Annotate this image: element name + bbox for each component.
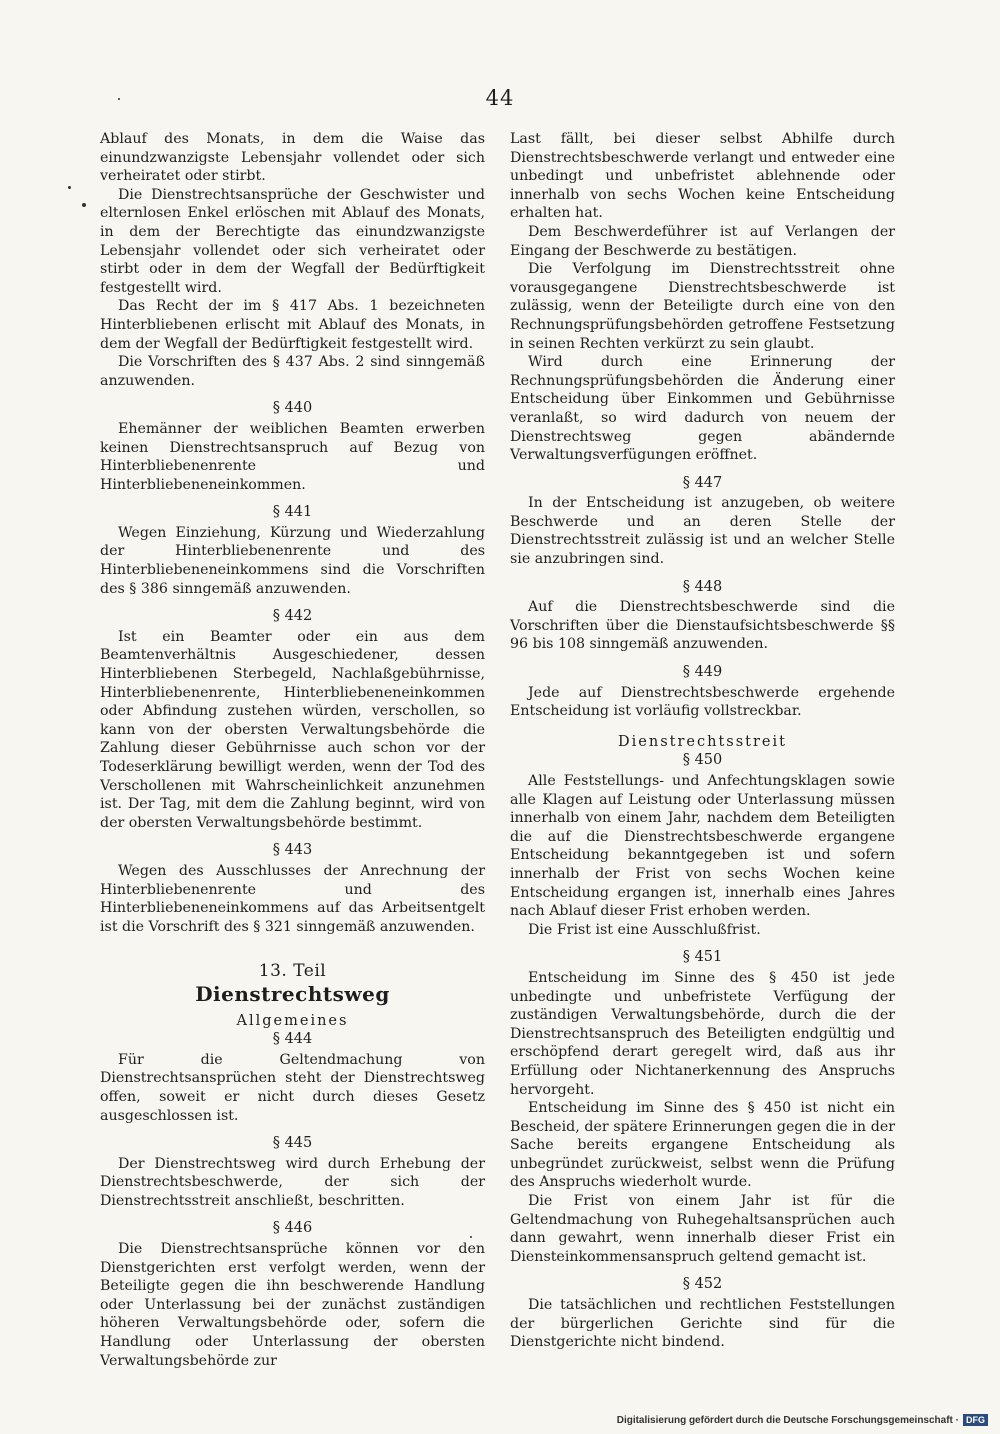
- section-heading-450: § 450: [682, 752, 723, 769]
- paragraph: Die Verfolgung im Dienstrechtsstreit ohne vorausgegangene Dienstrechtsbeschwerde ist zulässig, wenn der Beteiligte durch eine von den Rechnungsprüfungsbehörden getroffene Festsetzung in seinen Rechten verkürzt zu sein glaubt.: [510, 261, 895, 352]
- section-text-444: Für die Geltendmachung von Dienstrechtsansprüchen steht der Dienstrechtsweg offen, soweit er nicht durch dieses Gesetz ausgeschlossen ist.: [100, 1051, 485, 1124]
- right-column: [510, 130, 895, 1352]
- section-heading-440: § 440: [272, 400, 313, 417]
- left-column: [100, 130, 485, 1370]
- section-heading-444: § 444: [272, 1031, 313, 1048]
- part-number: 13. Teil: [258, 961, 327, 982]
- section-heading-452: § 452: [682, 1276, 723, 1293]
- section-heading-443: § 443: [272, 842, 313, 859]
- paragraph: Last fällt, bei dieser selbst Abhilfe durch Dienstrechtsbeschwerde verlangt und entweder eine unbedingt und unbefristet ablehnende oder innerhalb von sechs Wochen keine Entscheidung erhalten hat.: [510, 131, 895, 222]
- scan-speck: [118, 98, 120, 100]
- footer-text: Digitalisierung gefördert durch die Deutsche Forschungsgemeinschaft ·: [616, 1414, 959, 1426]
- dfg-logo-icon: DFG: [963, 1414, 988, 1426]
- paragraph: Das Recht der im § 417 Abs. 1 bezeichneten Hinterbliebenen erlischt mit Ablauf des Monats, in dem der Wegfall der Bedürftigkeit festgestellt wird.: [100, 298, 485, 352]
- section-text-451-b: Entscheidung im Sinne des § 450 ist nicht ein Bescheid, der spätere Erinnerungen gegen die in der Sache bereits ergangene Entscheidung als unbegründet zurückweist, selbst wenn die Prüfung des Anspruchs wiederholt wurde.: [510, 1100, 895, 1191]
- digitization-footer: [617, 1414, 988, 1426]
- section-heading-447: § 447: [682, 474, 723, 491]
- paragraph: Die Dienstrechtsansprüche der Geschwister und elternlosen Enkel erlöschen mit Ablauf des Monats, in dem der Berechtigte das einundzwanzigste Lebensjahr vollendet oder sich verheiratet oder stirbt oder in dem der Wegfall der Bedürftigkeit festgestellt wird.: [100, 186, 485, 296]
- section-text-449: Jede auf Dienstrechtsbeschwerde ergehende Entscheidung ist vorläufig vollstreckbar.: [510, 684, 895, 720]
- section-text-445: Der Dienstrechtsweg wird durch Erhebung der Dienstrechtsbeschwerde, der sich der Dienstrechtsstreit anschließt, beschritten.: [100, 1155, 485, 1209]
- section-text-443: Wegen des Ausschlusses der Anrechnung der Hinterbliebenenrente und des Hinterbliebeneneinkommens auf das Arbeitsentgelt ist die Vorschrift des § 321 sinngemäß anzuwenden.: [100, 862, 485, 935]
- paragraph: Dem Beschwerdeführer ist auf Verlangen der Eingang der Beschwerde zu bestätigen.: [510, 223, 895, 259]
- section-text-450-b: Die Frist ist eine Ausschlußfrist.: [528, 921, 761, 938]
- section-heading-441: § 441: [272, 504, 313, 521]
- page-number: 44: [485, 86, 515, 110]
- section-text-450: Alle Feststellungs- und Anfechtungsklagen sowie alle Klagen auf Leistung oder Unterlassung müssen innerhalb von einem Jahr, nachdem dem Beteiligten die auf die Dienstrechtsbeschwerde ergangene Entscheidung bekanntgegeben ist und sofern innerhalb der Frist von sechs Wochen keine Entscheidung ergangen ist, innerhalb eines Jahres nach Ablauf dieser Frist erhoben werden.: [510, 773, 895, 920]
- section-text-452: Die tatsächlichen und rechtlichen Feststellungen der bürgerlichen Gerichte sind für die Dienstgerichte nicht bindend.: [510, 1297, 895, 1351]
- section-heading-451: § 451: [682, 949, 723, 966]
- part-title: Dienstrechtsweg: [195, 981, 390, 1006]
- section-heading-445: § 445: [272, 1135, 313, 1152]
- section-text-451-c: Die Frist von einem Jahr ist für die Geltendmachung von Ruhegehaltsansprüchen auch dann gewahrt, wenn innerhalb dieser Frist ein Diensteinkommensanspruch geltend gemacht ist.: [510, 1193, 895, 1265]
- section-text-447: In der Entscheidung ist anzugeben, ob weitere Beschwerde und an deren Stelle der Dienstrechtsstreit zulässig ist und an welcher Stelle sie anzubringen sind.: [510, 495, 895, 568]
- section-heading-449: § 449: [682, 664, 723, 681]
- section-heading-446: § 446: [272, 1220, 313, 1237]
- scan-speck: [82, 203, 86, 207]
- paragraph: Die Vorschriften des § 437 Abs. 2 sind sinngemäß anzuwenden.: [100, 354, 485, 389]
- section-text-451: Entscheidung im Sinne des § 450 ist jede unbedingte und unbefristete Verfügung der zuständigen Verwaltungsbehörde, durch die der Dienstrechtsanspruch des Beteiligten endgültig und erschöpfend derart geregelt wird, daß aus ihr Erfüllung oder Nichtanerkennung des Anspruchs hervorgeht.: [510, 969, 895, 1098]
- section-text-448: Auf die Dienstrechtsbeschwerde sind die Vorschriften über die Dienstaufsichtsbeschwerde §§ 96 bis 108 sinngemäß anzuwenden.: [510, 599, 895, 653]
- subheading-allgemeines: Allgemeines: [236, 1012, 349, 1029]
- section-heading-448: § 448: [682, 578, 723, 595]
- paragraph: Wird durch eine Erinnerung der Rechnungsprüfungsbehörden die Änderung einer Entscheidung über Einkommen und Gebührnisse veranlaßt, so wird dadurch von neuem der Dienstrechtsweg gegen abändernde Verwaltungsverfügungen eröffnet.: [510, 354, 895, 464]
- section-text-440: Ehemänner der weiblichen Beamten erwerben keinen Dienstrechtsanspruch auf Bezug von Hinterbliebenenrente und Hinterbliebeneneinkommen.: [100, 420, 485, 493]
- section-text-441: Wegen Einziehung, Kürzung und Wiederzahlung der Hinterbliebenenrente und des Hinterbliebeneneinkommens sind die Vorschriften des § 386 sinngemäß anzuwenden.: [100, 524, 485, 597]
- section-text-446: Die Dienstrechtsansprüche können vor den Dienstgerichten erst verfolgt werden, wenn der Beteiligte gegen die ihn beschwerende Handlung oder Unterlassung bei der zunächst zuständigen höheren Verwaltungsbehörde oder, sofern die Handlung oder Unterlassung der obersten Verwaltungsbehörde zur: [100, 1241, 485, 1369]
- section-text-442: Ist ein Beamter oder ein aus dem Beamtenverhältnis Ausgeschiedener, dessen Hinterbliebenen Sterbegeld, Nachlaßgebührnisse, Hinterbliebenenrente, Hinterbliebeneneinkommen oder Abfindung zustehen würden, verschollen, so kann von der obersten Verwaltungsbehörde die Zahlung dieser Gebührnisse auch schon vor der Todeserklärung bewilligt werden, wenn der Tod des Verschollenen mit Wahrscheinlichkeit anzunehmen ist. Der Tag, mit dem die Zahlung beginnt, wird von der obersten Verwaltungsbehörde bestimmt.: [100, 628, 485, 831]
- section-heading-442: § 442: [272, 608, 313, 625]
- paragraph: Ablauf des Monats, in dem die Waise das einundzwanzigste Lebensjahr vollendet oder sich verheiratet oder stirbt.: [100, 131, 485, 185]
- subheading-dienstrechtsstreit: Dienstrechtsstreit: [618, 733, 787, 750]
- scan-speck: [68, 186, 71, 189]
